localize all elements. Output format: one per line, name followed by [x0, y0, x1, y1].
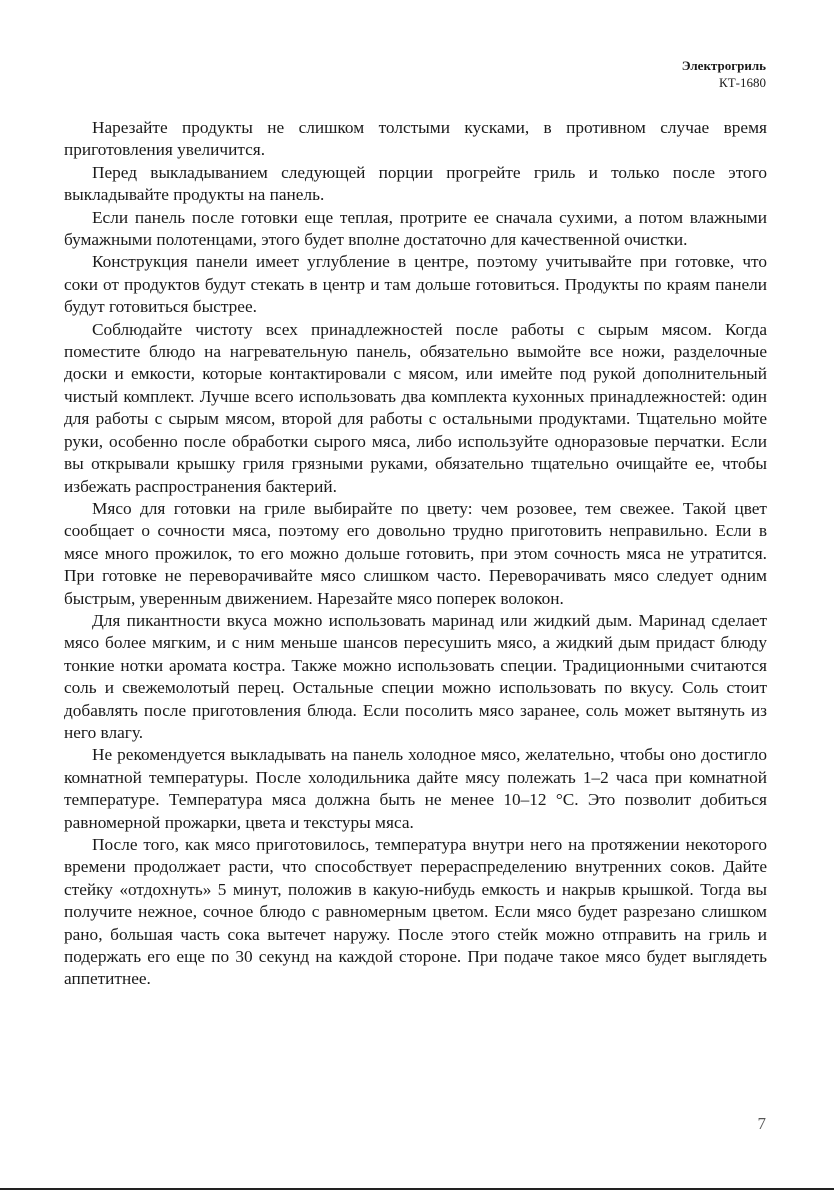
- paragraph-temperature: Не рекомендуется выкладывать на панель холодное мясо, желательно, чтобы оно достигло комнатной температуры. После холодильника дайте мясу полежать 1–2 часа при комнатной температуре. Температура мяса должна быть не менее 10–12 °С. Это позволит добиться равномерной прожарки, цвета и текстуры мяса.: [64, 745, 767, 832]
- header-model-number: КТ-1680: [719, 75, 766, 90]
- paragraph-cutting: Нарезайте продукты не слишком толстыми кусками, в противном случае время приготовления увеличится.: [64, 118, 767, 160]
- bottom-divider: [0, 1188, 834, 1190]
- header-product-title: Электрогриль: [681, 58, 766, 73]
- paragraph-cleaning: Если панель после готовки еще теплая, протрите ее сначала сухими, а потом влажными бумажными полотенцами, этого будет вполне достаточно для качественной очистки.: [64, 207, 767, 250]
- running-header: [682, 57, 766, 91]
- instruction-text: [64, 117, 767, 991]
- paragraph-resting: После того, как мясо приготовилось, температура внутри него на протяжении некоторого времени продолжает расти, что способствует перераспределению внутренних соков. Дайте стейку «отдохнуть» 5 минут, положив в какую-нибудь емкость и накрыв крышкой. Тогда вы получите нежное, сочное блюдо с равномерным цветом. Если мясо будет разрезано слишком рано, большая часть сока вытечет наружу. После этого стейк можно отправить на гриль и подержать его еще по 30 секунд на каждой стороне. При подаче такое мясо будет выглядеть аппетитнее.: [64, 835, 767, 989]
- paragraph-preheat: Перед выкладыванием следующей порции прогрейте гриль и только после этого выкладывайте продукты на панель.: [64, 162, 767, 205]
- page-number: 7: [757, 1114, 766, 1133]
- paragraph-panel-design: Конструкция панели имеет углубление в центре, поэтому учитывайте при готовке, что соки от продуктов будут стекать в центр и там дольше готовиться. Продукты по краям панели будут готовиться быстрее.: [64, 252, 767, 317]
- paragraph-marinade: Для пикантности вкуса можно использовать маринад или жидкий дым. Маринад сделает мясо более мягким, и с ним меньше шансов пересушить мясо, а жидкий дым придаст блюду тонкие нотки аромата костра. Также можно использовать специи. Традиционными считаются соль и свежемолотый перец. Остальные специи можно использовать по вкусу. Соль стоит добавлять после приготовления блюда. Если посолить мясо заранее, соль может вытянуть из него влагу.: [64, 610, 767, 742]
- paragraph-meat-choice: Мясо для готовки на гриле выбирайте по цвету: чем розовее, тем свежее. Такой цвет сообщает о сочности мяса, поэтому его довольно трудно приготовить неправильно. Если в мясе много прожилок, то его можно дольше готовить, при этом сочность мяса не утратится. При готовке не переворачивайте мясо слишком часто. Переворачивать мясо следует одним быстрым, уверенным движением. Нарезайте мясо поперек волокон.: [64, 498, 767, 608]
- paragraph-hygiene: Соблюдайте чистоту всех принадлежностей после работы с сырым мясом. Когда поместите блюдо на нагревательную панель, обязательно вымойте все ножи, разделочные доски и емкости, которые контактировали с мясом, или имейте под рукой дополнительный чистый комплект. Лучше всего использовать два комплекта кухонных принадлежностей: один для работы с сырым мясом, второй для работы с остальными продуктами. Тщательно мойте руки, особенно после обработки сырого мяса, либо используйте одноразовые перчатки. Если вы открывали крышку гриля грязными руками, обязательно тщательно очищайте ее, чтобы избежать распространения бактерий.: [64, 319, 767, 496]
